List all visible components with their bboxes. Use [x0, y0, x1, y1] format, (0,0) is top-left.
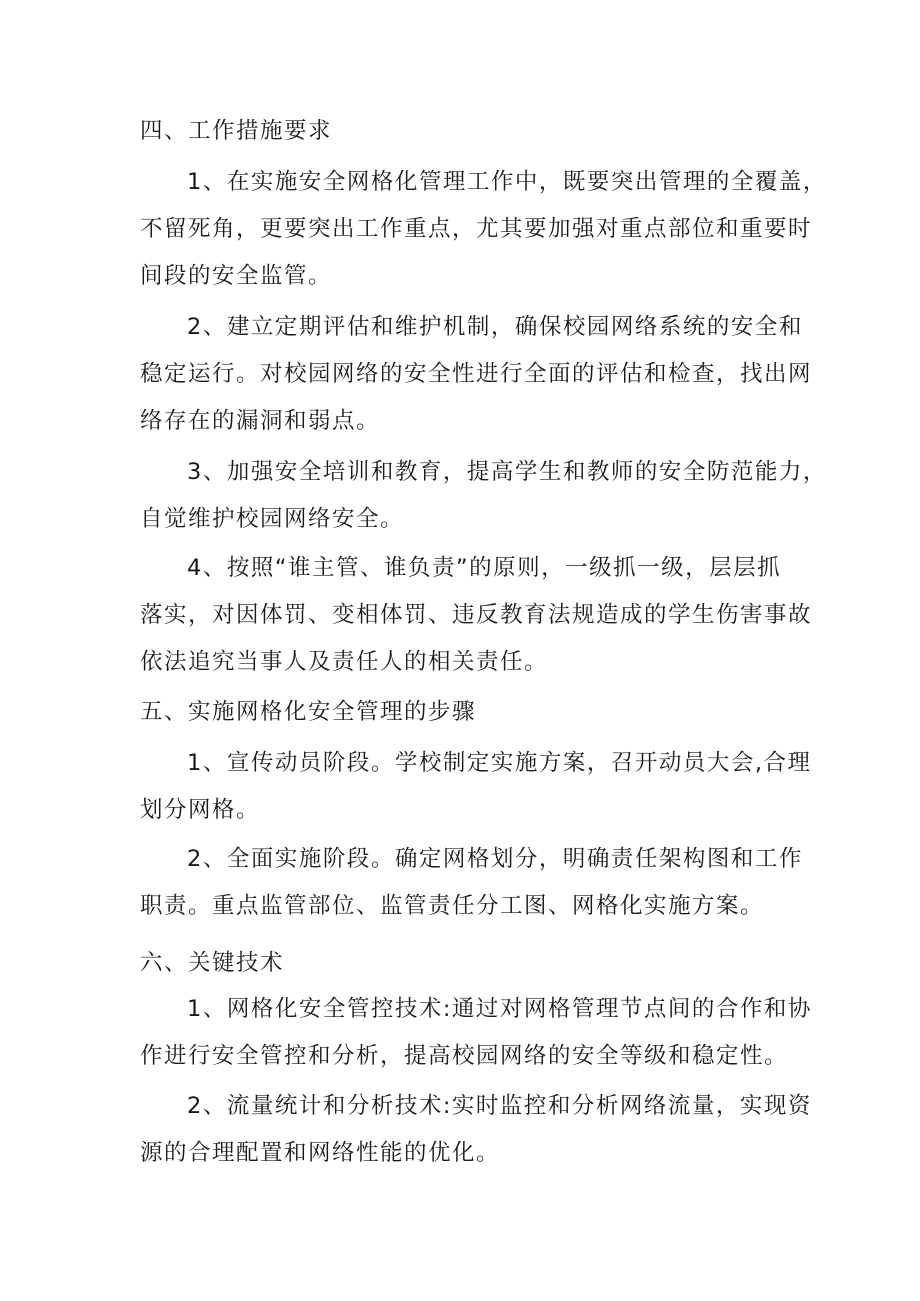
section-heading-4 — [140, 108, 800, 155]
paragraph-5-2 — [140, 836, 803, 930]
paragraph-4-2 — [140, 304, 813, 445]
paragraph-5-1 — [140, 740, 812, 834]
paragraph-line: 1、网格化安全管控技术:通过对网格管理节点间的合作和协 — [187, 996, 812, 1022]
paragraph-line: 落实，对因体罚、变相体罚、违反教育法规造成的学生伤害事故 — [140, 602, 813, 628]
paragraph-line: 自觉维护校园网络安全。 — [140, 506, 405, 532]
paragraph-6-1 — [140, 986, 812, 1080]
paragraph-line: 作进行安全管控和分析，提高校园网络的安全等级和稳定性。 — [140, 1043, 789, 1069]
paragraph-line: 1、宣传动员阶段。学校制定实施方案，召开动员大会,合理 — [187, 750, 812, 776]
paragraph-line: 稳定运行。对校园网络的安全性进行全面的评估和检查，找出网 — [140, 361, 813, 387]
section-heading-5 — [140, 689, 800, 736]
paragraph-6-2 — [140, 1083, 812, 1177]
paragraph-line: 3、加强安全培训和教育，提高学生和教师的安全防范能力， — [187, 459, 827, 485]
paragraph-line: 间段的安全监管。 — [140, 263, 333, 289]
paragraph-line: 不留死角，更要突出工作重点，尤其要加强对重点部位和重要时 — [140, 216, 813, 242]
section-heading-6 — [140, 940, 800, 987]
paragraph-line: 络存在的漏洞和弱点。 — [140, 408, 381, 434]
paragraph-line: 源的合理配置和网络性能的优化。 — [140, 1140, 501, 1166]
paragraph-line: 划分网格。 — [140, 797, 261, 823]
paragraph-4-1 — [140, 159, 827, 300]
heading-text: 五、实施网格化安全管理的步骤 — [140, 699, 477, 725]
paragraph-line: 2、流量统计和分析技术:实时监控和分析网络流量，实现资 — [187, 1093, 812, 1119]
paragraph-line: 2、全面实施阶段。确定网格划分，明确责任架构图和工作 — [187, 846, 803, 872]
paragraph-4-3 — [140, 449, 827, 543]
heading-text: 四、工作措施要求 — [140, 118, 333, 144]
paragraph-line: 4、按照“谁主管、谁负责”的原则，一级抓一级，层层抓 — [187, 555, 782, 581]
paragraph-line: 1、在实施安全网格化管理工作中，既要突出管理的全覆盖， — [187, 169, 827, 195]
paragraph-line: 职责。重点监管部位、监管责任分工图、网格化实施方案。 — [140, 893, 765, 919]
paragraph-4-4 — [140, 545, 813, 686]
heading-text: 六、关键技术 — [140, 950, 285, 976]
paragraph-line: 依法追究当事人及责任人的相关责任。 — [140, 649, 549, 675]
paragraph-line: 2、建立定期评估和维护机制，确保校园网络系统的安全和 — [187, 314, 803, 340]
